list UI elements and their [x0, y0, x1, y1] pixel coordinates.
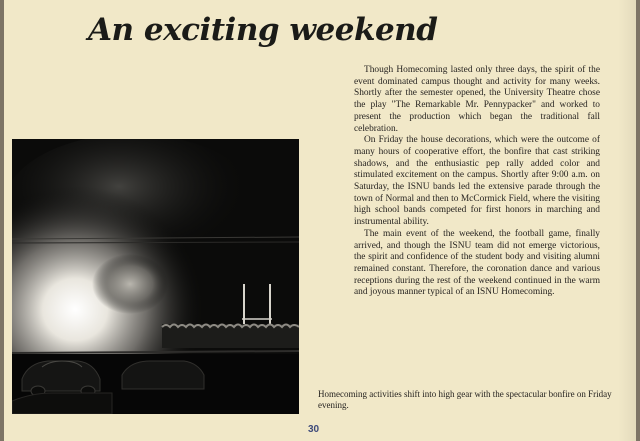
article-paragraph: The main event of the weekend, the football game, finally arrived, and though the ISNU team did not emerge victorious, the spirit and confidence of the student body and visiting alumni remained constant. Therefore, the coronation dance and various receptions during the rest of the weekend continued in the warm and joyous manner typical of an ISNU Homecoming. — [354, 228, 600, 298]
page-number: 30 — [308, 424, 320, 435]
page-title: An exciting weekend — [88, 12, 438, 48]
bonfire-photo — [12, 139, 299, 414]
page-edge-shadow — [618, 0, 636, 441]
photo-caption: Homecoming activities shift into high gear with the spectacular bonfire on Friday evening. — [318, 389, 612, 410]
yearbook-page — [4, 0, 636, 441]
article-paragraph: On Friday the house decorations, which were the outcome of many hours of cooperative effort, the bonfire that cast striking shadows, and the enthusiastic pep rally added color and stimulated excitement on the campus. Shortly after 9:00 a.m. on Saturday, the ISNU bands led the extensive parade through the town of Normal and then to McCormick Field, where the visiting high school bands competed for first honors in marching and instrumental ability. — [354, 135, 600, 228]
article-body — [354, 65, 600, 299]
article-paragraph: Though Homecoming lasted only three days, the spirit of the event dominated campus thought and activity for many weeks. Shortly after the semester opened, the University Theatre chose the play "The Remarkable Mr. Pennypacker" and worked to present the production which began the traditional fall celebration. — [354, 65, 600, 134]
